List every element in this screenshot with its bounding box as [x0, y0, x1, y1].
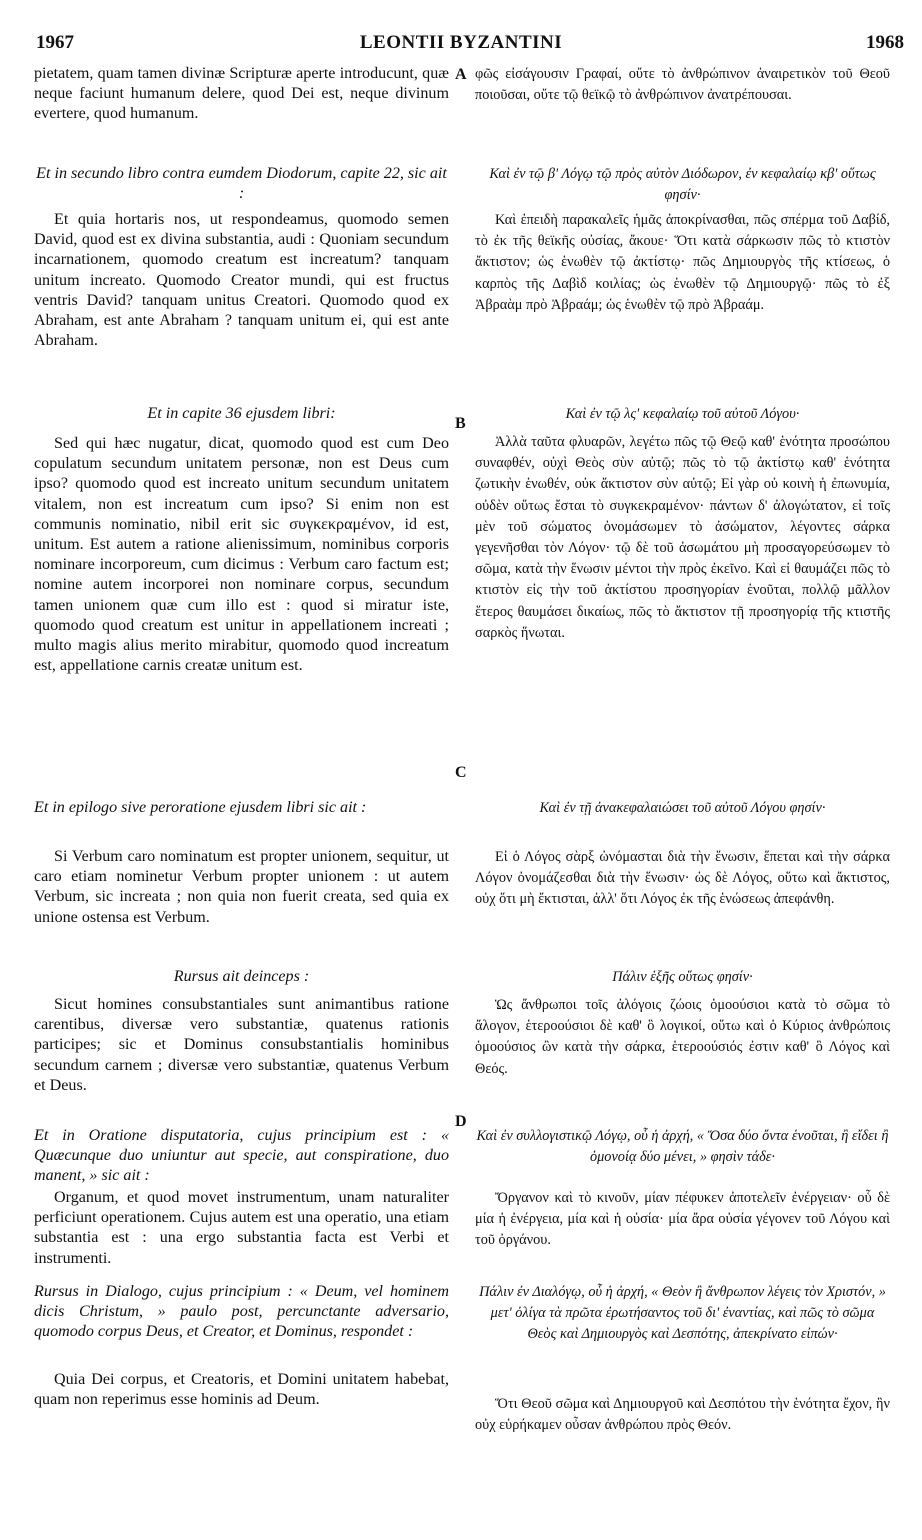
latin-heading-block — [34, 798, 449, 818]
greek-heading: Καὶ ἐν συλλογιστικῷ Λόγῳ, οὗ ἡ ἀρχή, « Ὅσα δύο ὄντα ἑνοῦται, ἢ εἴδει ἢ ὁμονοίᾳ δύο μένει, » φησὶν τάδε· — [476, 1128, 889, 1166]
greek-passage — [475, 64, 890, 106]
latin-paragraph: pietatem, quam tamen divinæ Scripturæ aperte introducunt, quæ neque faciunt humanum delere, quod Dei est, neque divinum evertere, quod humanum. — [34, 65, 449, 123]
greek-paragraph: Εἰ ὁ Λόγος σὰρξ ὠνόμασται διὰ τὴν ἕνωσιν, ἕπεται καὶ τὴν σάρκα Λόγον ὀνομάζεσθαι διὰ τὴν ἕνωσιν· ὡς δὲ Λόγος, οὕτω καὶ ἄκτιστος, οὐχ ὅτι μὴ ἔκτισται, ἀλλ' ὅτι Λόγος ἐκ τῆς ἑνώσεως ἀπεφάνθη. — [475, 849, 890, 908]
greek-heading-block — [475, 798, 890, 819]
greek-paragraph: Ἀλλὰ ταῦτα φλυαρῶν, λεγέτω πῶς τῷ Θεῷ καθ' ἑνότητα προσώπου συναφθέν, οὐχὶ Θεὸς σὺν αὐτῷ; πῶς τὸ τῷ ἀκτίστῳ καθ' ἑνότητα ζωτικὴν ἑνωθέν, οὐκ ἄκτιστον σὺν αὐτῷ; Εἰ γὰρ οὐ κοινὴ ἡ ἐπωνυμία, οὐδὲν οὕτως ἔσται τὸ συγκεκραμένον· πάντων δ' ἀλογώτατον, εἰ τοῖς μὲν τοῦ σώματος ὀνομάσωμεν τὸ ἀσώματον, λέγοντες σάρκα γεγενῆσθαι τὸν Λόγον· τῷ δὲ τοῦ ἀσωμάτου μὴ προσαγορεύσωμεν τὸ σῶμα, κατὰ τὴν ἕνωσιν μέντοι τὴν πρὸς ἐκεῖνο. Καὶ εἰ θαυμάζει πῶς τὸ κτιστὸν εἰς τὴν τοῦ ἀκτίστου προσηγορίαν ἑνοῦται, πολλῷ μᾶλλον ἕτερος θαυμάσει δικαίως, πῶς τὸ ἄκτιστον τῇ προσηγορίᾳ τῆς κτιστῆς σαρκὸς ἥνωται. — [475, 434, 890, 641]
greek-heading-block — [475, 967, 890, 988]
greek-passage — [475, 1188, 890, 1252]
latin-heading-block — [34, 404, 449, 424]
greek-heading-block — [475, 1282, 890, 1346]
margin-letter-d: D — [455, 1113, 467, 1130]
latin-heading-block — [34, 967, 449, 987]
greek-passage — [475, 995, 890, 1080]
latin-paragraph: Quia Dei corpus, et Creatoris, et Domini unitatem habebat, quam non reperimus esse hominis ad Deum. — [34, 1371, 449, 1409]
greek-heading-block — [475, 404, 890, 425]
greek-passage — [475, 432, 890, 644]
greek-paragraph: Ὄργανον καὶ τὸ κινοῦν, μίαν πέφυκεν ἀποτελεῖν ἐνέργειαν· οὗ δὲ μία ἡ ἐνέργεια, μία καὶ ἡ οὐσία· μία ἄρα οὐσία γέγονεν τοῦ Λόγου καὶ τοῦ ὀργάνου. — [475, 1190, 890, 1249]
latin-heading-block — [34, 1282, 449, 1343]
latin-passage — [34, 64, 449, 125]
greek-heading: Καὶ ἐν τῷ λς' κεφαλαίῳ τοῦ αὐτοῦ Λόγου· — [565, 406, 800, 422]
margin-letter-c: C — [455, 764, 467, 781]
greek-paragraph: φῶς εἰσάγουσιν Γραφαί, οὔτε τὸ ἀνθρώπινον ἀναιρετικὸν τοῦ Θεοῦ ποιοῦσαι, οὔτε τῷ θεϊκῷ τὸ ἀνθρώπινον ἀνατρέπουσαι. — [475, 66, 890, 104]
latin-paragraph: Et quia hortaris nos, ut respondeamus, quomodo semen David, quod est ex divina substantia, audi : Quoniam secundum incarnationem, quomodo creatum est increatum? tanquam unitum increato. Quomodo Creator mundi, qui est fructus ventris David? tanquam unitus Creatori. Quomodo quod ex Abraham, est ante Abraham ? tanquam unitum ei, qui est ante Abraham. — [34, 211, 449, 350]
greek-passage — [475, 847, 890, 911]
latin-heading-block — [34, 164, 449, 204]
latin-heading: Rursus in Dialogo, cujus principium : « Deum, vel hominem dicis Christum, » paulo post, percunctante adversario, quomodo corpus Deus, et Creator, et Dominus, respondet : — [34, 1283, 449, 1341]
latin-heading: Rursus ait deinceps : — [173, 968, 310, 985]
margin-letter-a: A — [455, 66, 467, 83]
page-header — [0, 30, 922, 60]
right-page-number: 1968 — [866, 32, 904, 53]
latin-passage — [34, 1370, 449, 1410]
latin-passage — [34, 1188, 449, 1269]
latin-passage — [34, 847, 449, 928]
greek-heading: Πάλιν ἐν Διαλόγῳ, οὗ ἡ ἀρχή, « Θεὸν ἢ ἄνθρωπον λέγεις τὸν Χριστόν, » μετ' ὀλίγα τὰ πρῶτα ἐρωτήσαντος τοῦ δι' ἐναντίας, καὶ πῶς τὸ σῶμα Θεὸς καὶ Δημιουργὸς καὶ Δεσπότης, ἀπεκρίνατο εἰπών· — [479, 1284, 886, 1343]
latin-heading: Et in capite 36 ejusdem libri: — [147, 405, 336, 422]
running-title: LEONTII BYZANTINI — [359, 32, 563, 53]
latin-heading-block — [34, 1126, 449, 1187]
latin-heading: Et in Oratione disputatoria, cujus principium est : « Quæcunque duo uniuntur aut specie, aut conspiratione, duo manent, » sic ait : — [34, 1127, 449, 1185]
latin-paragraph: Si Verbum caro nominatum est propter unionem, sequitur, ut caro etiam nominetur Verbum propter unionem : ut autem Verbum, sic increata ; non quia non fuerit creata, sed quia ex unione ostensa est Verbum. — [34, 848, 449, 926]
latin-passage — [34, 995, 449, 1096]
greek-passage — [475, 210, 890, 316]
latin-passage — [34, 210, 449, 351]
greek-heading-block — [475, 164, 890, 206]
latin-paragraph: Sicut homines consubstantiales sunt animantibus ratione carentibus, diversæ vero substantiæ, quatenus rationis participes; sic et Dominus consubstantialis hominibus secundum carnem ; diversæ vero substantiæ, quatenus Verbum et Deus. — [34, 996, 449, 1094]
greek-paragraph: Ὡς ἄνθρωποι τοῖς ἀλόγοις ζώοις ὁμοούσιοι κατὰ τὸ σῶμα τὸ ἄλογον, ἑτεροούσιοι δὲ καθ' ὃ λογικοί, οὕτω καὶ ὁ Κύριος ἀνθρώποις ὁμοούσιος ὢν κατὰ τὴν σάρκα, ἑτεροούσιός ἐστιν καθ' ὃ Λόγος καὶ Θεός. — [475, 997, 890, 1077]
greek-heading: Πάλιν ἑξῆς οὕτως φησίν· — [612, 969, 753, 985]
margin-letter-b: B — [455, 415, 466, 432]
greek-paragraph: Καὶ ἐπειδὴ παρακαλεῖς ἡμᾶς ἀποκρίνασθαι, πῶς σπέρμα τοῦ Δαβίδ, τὸ ἐκ τῆς θεϊκῆς οὐσίας, ἄκουε· Ὅτι κατὰ σάρκωσιν πῶς τὸ κτιστὸν ἄκτιστον; ὡς ἑνωθὲν τῷ ἀκτίστῳ· πῶς Δημιουργὸς τῆς κτίσεως, ὁ καρπὸς τῆς Δαβὶδ κοιλίας; ὡς ἑνωθὲν τῷ Δημιουργῷ· πῶς τὸ ἐξ Ἀβραὰμ πρὸ Ἀβραάμ; ὡς ἑνωθὲν τῷ πρὸ Ἀβραάμ. — [475, 212, 890, 313]
greek-passage — [475, 1394, 890, 1436]
greek-heading-block — [475, 1126, 890, 1168]
greek-paragraph: Ὅτι Θεοῦ σῶμα καὶ Δημιουργοῦ καὶ Δεσπότου τὴν ἑνότητα ἔχον, ἣν οὐχ εὑρήκαμεν οὖσαν ἀνθρώπου πρὸς Θεόν. — [475, 1396, 890, 1434]
latin-heading: Et in secundo libro contra eumdem Diodorum, capite 22, sic ait : — [36, 165, 447, 203]
latin-paragraph: Organum, et quod movet instrumentum, unam naturaliter perficiunt operationem. Cujus autem est una operatio, una etiam substantia est : una ergo substantia facta est Verbi et instrumenti. — [34, 1189, 449, 1267]
latin-passage — [34, 434, 449, 676]
latin-paragraph: Sed qui hæc nugatur, dicat, quomodo quod est cum Deo copulatum secundum unitatem personæ, non est Deus cum ipso? quomodo quod est increato unitum secundum unitatem vitalem, non est increatum cum ipso? Si enim non est communis nominatio, nibil erit sic συγκεκραμένον, id est, unitum. Est autem a ratione alienissimum, nominibus corporis nominare incorporeum, cum dicimus : Verbum caro factum est; nomine autem incorporei non nominare corpus, secundum tamen unionem quæ cum illo est : quod si miratur iste, quomodo quod creatum est unitur in appellationem increati ; multo magis alius merito mirabitur, quomodo quod increatum est, appellatione carnis creatæ unitum est. — [34, 435, 449, 675]
greek-heading: Καὶ ἐν τῷ β' Λόγῳ τῷ πρὸς αὐτὸν Διόδωρον, ἐν κεφαλαίῳ κβ' οὕτως φησίν· — [489, 166, 876, 204]
latin-heading: Et in epilogo sive peroratione ejusdem libri sic ait : — [34, 799, 367, 816]
greek-heading: Καὶ ἐν τῇ ἀνακεφαλαιώσει τοῦ αὐτοῦ Λόγου φησίν· — [539, 800, 826, 816]
left-page-number: 1967 — [36, 32, 74, 53]
